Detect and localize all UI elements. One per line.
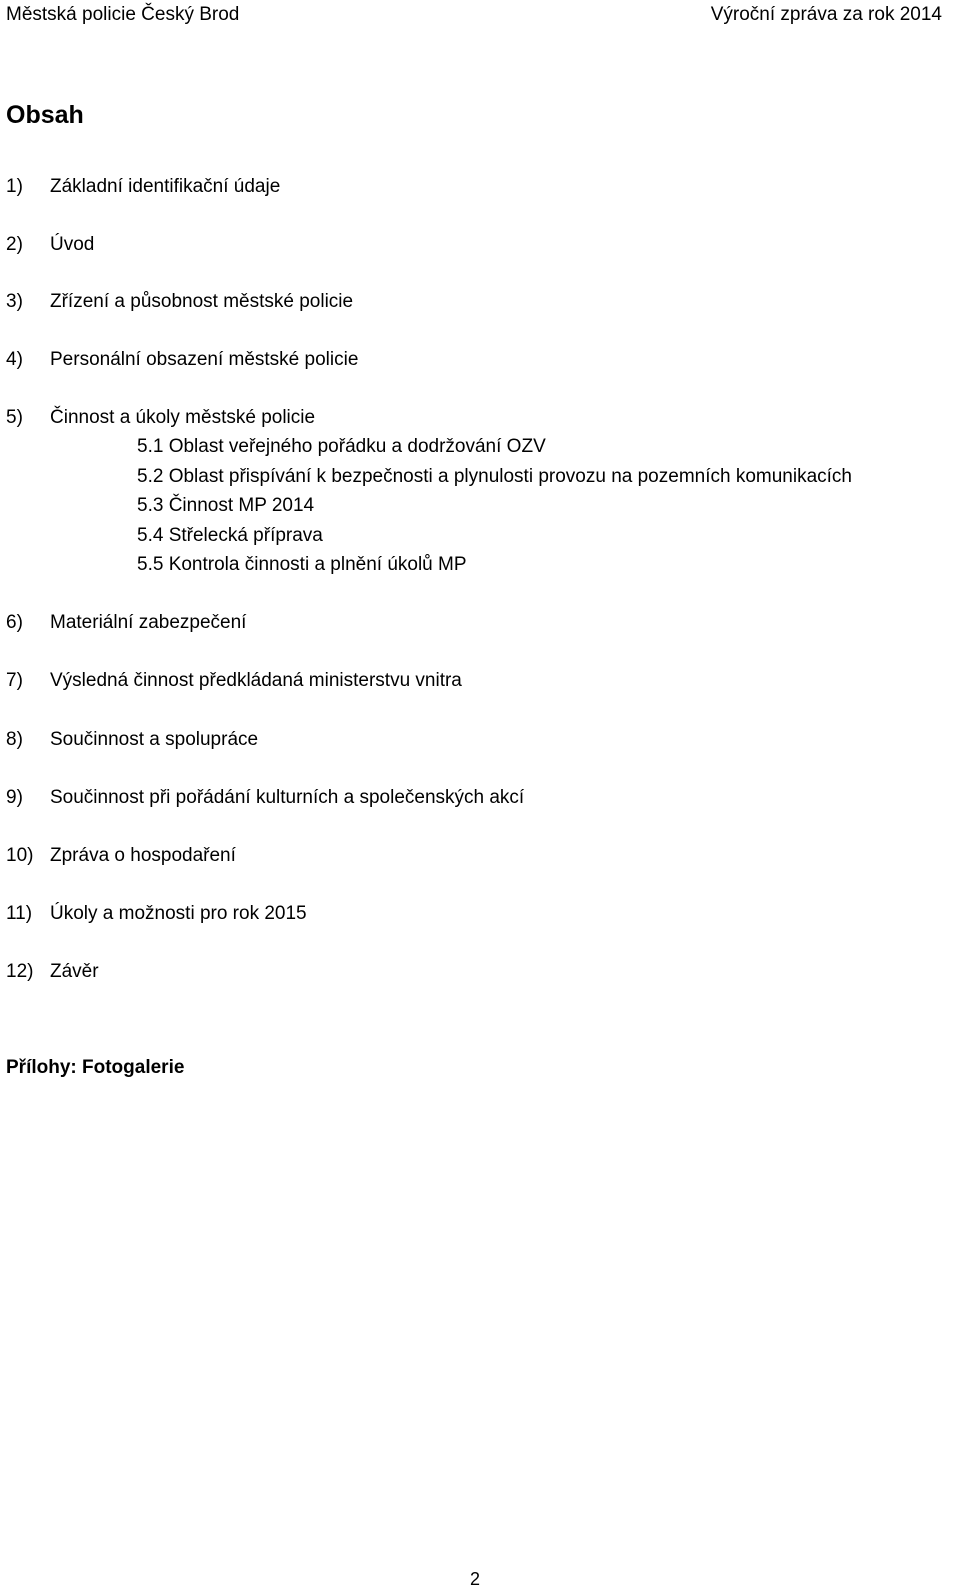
toc-entry-text: Výsledná činnost předkládaná ministerstvu vnitra [50, 670, 462, 691]
toc-entry-text: Zřízení a působnost městské policie [50, 291, 354, 312]
appendix-heading: Přílohy: Fotogalerie [6, 1057, 185, 1078]
toc-entry [6, 348, 906, 372]
toc-entry-number: 10) [6, 845, 34, 866]
toc-subentry: 5.2 Oblast přispívání k bezpečnosti a plynulosti provozu na pozemních komunikacích [137, 466, 852, 487]
toc-subentry: 5.4 Střelecká příprava [137, 525, 323, 546]
toc-entry-number: 11) [6, 903, 33, 924]
header-right-text: Výroční zpráva za rok 2014 [710, 4, 942, 25]
toc-subentry: 5.5 Kontrola činnosti a plnění úkolů MP [137, 554, 467, 575]
toc-subentry: 5.1 Oblast veřejného pořádku a dodržování OZV [137, 436, 546, 457]
toc-entry [6, 406, 906, 430]
toc-entry [6, 669, 906, 693]
toc-entry-text: Součinnost a spolupráce [50, 729, 259, 750]
toc-entry-number: 12) [6, 961, 34, 982]
toc-entry-number: 1) [6, 176, 23, 197]
toc-entry-text: Součinnost při pořádání kulturních a společenských akcí [50, 787, 525, 808]
toc-title: Obsah [6, 101, 84, 129]
toc-entry-text: Základní identifikační údaje [50, 176, 281, 197]
toc-entry-text: Úkoly a možnosti pro rok 2015 [50, 903, 307, 924]
toc-entry-number: 4) [6, 349, 23, 370]
toc-entry [6, 844, 906, 868]
page-number: 2 [470, 1569, 481, 1589]
toc-entry-number: 9) [6, 787, 23, 808]
toc-entry [6, 611, 906, 635]
toc-entry-text: Materiální zabezpečení [50, 612, 247, 633]
toc-entry-text: Úvod [50, 234, 95, 255]
toc-entry-number: 7) [6, 670, 23, 691]
toc-entry [6, 728, 906, 752]
toc-entry [6, 786, 906, 810]
toc-entry-text: Závěr [50, 961, 99, 982]
toc-entry [6, 902, 906, 926]
toc-entry-text: Činnost a úkoly městské policie [50, 407, 316, 428]
toc-entry [6, 233, 906, 257]
toc-entry [6, 175, 906, 199]
toc-entry-number: 6) [6, 612, 23, 633]
toc-entry-number: 8) [6, 729, 23, 750]
toc-entry-text: Zpráva o hospodaření [50, 845, 236, 866]
header-left-text: Městská policie Český Brod [6, 4, 240, 25]
toc-entry-number: 2) [6, 234, 23, 255]
toc-entry-number: 3) [6, 291, 23, 312]
toc-entry-number: 5) [6, 407, 23, 428]
toc-entry-text: Personální obsazení městské policie [50, 349, 359, 370]
toc-entry [6, 290, 906, 314]
toc-subentry: 5.3 Činnost MP 2014 [137, 495, 315, 516]
toc-entry [6, 960, 906, 984]
